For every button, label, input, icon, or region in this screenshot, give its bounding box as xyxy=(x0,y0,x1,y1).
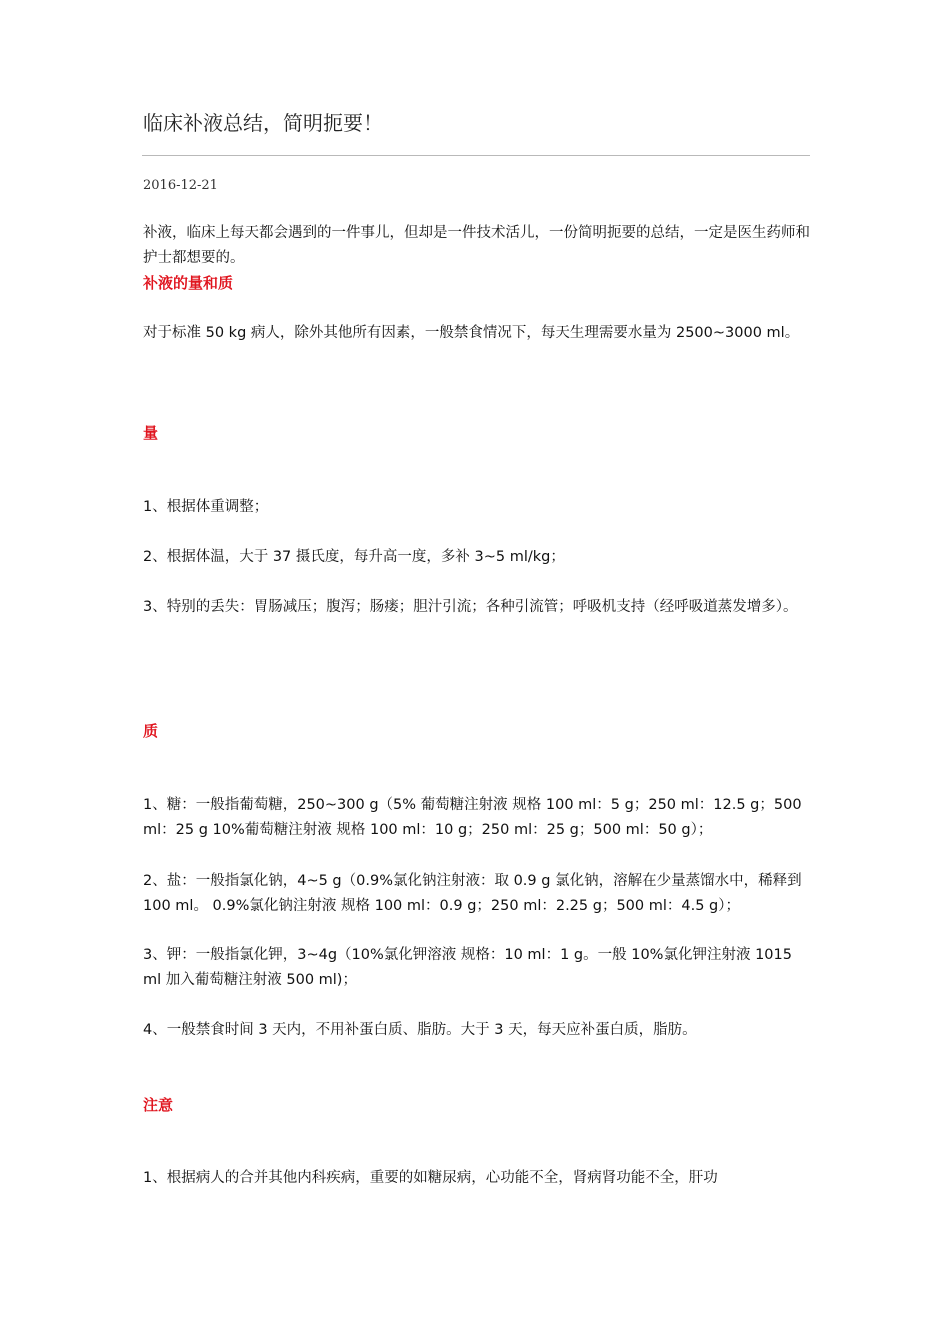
section-heading-quality: 质 xyxy=(143,722,159,740)
section-heading-notice: 注意 xyxy=(143,1096,174,1114)
quality-item-3: 3、钾：一般指氯化钾，3~4g（10%氯化钾溶液 规格：10 ml：1 g。一般 10%氯化钾注射液 1015 ml 加入葡萄糖注射液 500 ml)； xyxy=(143,947,792,988)
section-heading-volume: 量 xyxy=(143,424,159,442)
quality-item-2: 2、盐：一般指氯化钠，4~5 g（0.9%氯化钠注射液：取 0.9 g 氯化钠，溶解在少量蒸馏水中，稀释到 100 ml。 0.9%氯化钠注射液 规格 100 ml：0.9 g；250 ml：2.25 g；500 ml：4.5 g）； xyxy=(143,873,802,914)
standard-paragraph: 对于标准 50 kg 病人，除外其他所有因素，一般禁食情况下，每天生理需要水量为 2500~3000 ml。 xyxy=(143,325,800,341)
quality-item-4: 4、一般禁食时间 3 天内，不用补蛋白质、脂肪。大于 3 天，每天应补蛋白质，脂肪。 xyxy=(143,1022,697,1038)
volume-item-1: 1、根据体重调整； xyxy=(143,499,269,515)
intro-paragraph: 补液，临床上每天都会遇到的一件事儿，但却是一件技术活儿，一份简明扼要的总结，一定是医生药师和护士都想要的。 xyxy=(143,225,810,266)
quality-item-1: 1、糖：一般指葡萄糖，250~300 g（5% 葡萄糖注射液 规格 100 ml：5 g；250 ml：12.5 g；500 ml：25 g 10%葡萄糖注射液 规格 100 ml：10 g；250 ml：25 g；500 ml：50 g）； xyxy=(143,797,802,838)
title-divider xyxy=(142,155,810,156)
volume-item-3: 3、特别的丢失：胃肠减压；腹泻；肠瘘；胆汁引流；各种引流管；呼吸机支持（经呼吸道蒸发增多）。 xyxy=(143,599,798,615)
article-title: 临床补液总结，简明扼要！ xyxy=(143,111,383,135)
notice-item-1: 1、根据病人的合并其他内科疾病，重要的如糖尿病，心功能不全，肾病肾功能不全，肝功 xyxy=(143,1170,718,1186)
publish-date: 2016-12-21 xyxy=(143,178,218,193)
volume-item-2: 2、根据体温，大于 37 摄氏度，每升高一度，多补 3~5 ml/kg； xyxy=(143,549,565,565)
section-heading-main: 补液的量和质 xyxy=(143,274,234,292)
